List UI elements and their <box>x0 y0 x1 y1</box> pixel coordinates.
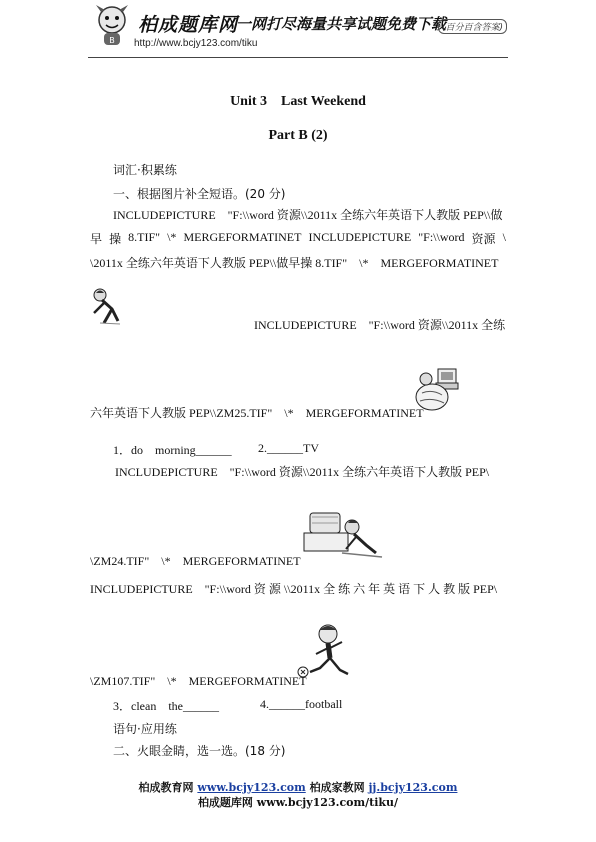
item-1: 1．do morning______ <box>113 443 232 457</box>
item-2: 2.______TV <box>258 441 319 455</box>
footer-brand-2: 柏成家教网 <box>309 781 365 794</box>
include-line-8: INCLUDEPICTURE "F:\\word 资 源 \\2011x 全 练 六 年 英 语 下 人 教 版 PEP\ <box>90 582 498 596</box>
word: 操 <box>109 232 122 246</box>
page-title: Unit 3 Last Weekend <box>230 94 366 109</box>
include-line-4: INCLUDEPICTURE "F:\\word 资源\\2011x 全练 <box>254 318 506 332</box>
cleaning-room-image <box>302 509 384 563</box>
question-2-heading: 二、火眼金睛，选一选。(18 分) <box>113 744 286 758</box>
header-url-link[interactable]: http://www.bcjy123.com/tiku <box>134 38 258 49</box>
header-slogan: 一网打尽海量共享试题免费下载 <box>236 15 447 33</box>
word: INCLUDEPICTURE <box>308 230 412 244</box>
item-3: 3．clean the______ <box>113 699 219 713</box>
include-line-1: INCLUDEPICTURE "F:\\word 资源\\2011x 全练六年英语下人教版 PEP\\做 <box>113 208 503 222</box>
footer-link-main[interactable]: www.bcjy123.com <box>197 781 306 794</box>
logo-mascot-icon <box>92 4 132 48</box>
word: 早 <box>90 232 103 246</box>
word: \ <box>502 230 506 244</box>
word: MERGEFORMATINET <box>183 230 302 244</box>
item-4: 4.______football <box>260 697 343 711</box>
header-divider <box>88 57 508 58</box>
svg-text:B: B <box>109 36 115 45</box>
include-line-2 <box>90 230 506 247</box>
footer-brand-1: 柏成教育网 <box>138 781 194 794</box>
include-line-9: \ZM107.TIF" \* MERGEFORMATINET <box>90 674 307 688</box>
word: 资源 <box>471 232 496 246</box>
word: \* <box>167 230 177 244</box>
footer-line-1 <box>0 779 596 795</box>
include-line-6: INCLUDEPICTURE "F:\\word 资源\\2011x 全练六年英语下人教版 PEP\ <box>115 465 490 479</box>
header-brand: 柏成题库网 <box>138 14 239 36</box>
page-subtitle: Part B (2) <box>268 128 328 143</box>
footer-line-2: 柏成题库网 www.bcjy123.com/tiku/ <box>197 796 399 809</box>
include-line-5: 六年英语下人教版 PEP\\ZM25.TIF" \* MERGEFORMATINET <box>90 406 424 420</box>
section-sentence-label: 语句·应用练 <box>113 722 177 736</box>
question-1-heading: 一、根据图片补全短语。(20 分) <box>113 187 286 201</box>
footer-link-tutor[interactable]: jj.bcjy123.com <box>368 781 458 794</box>
word: 8.TIF" <box>128 230 161 244</box>
include-line-7: \ZM24.TIF" \* MERGEFORMATINET <box>90 554 301 568</box>
header-tag: (百分百含答案) <box>438 19 507 34</box>
include-line-3: \2011x 全练六年英语下人教版 PEP\\做早操 8.TIF" \* MERGEFORMATINET <box>90 256 499 270</box>
section-vocab-label: 词汇·积累练 <box>113 163 177 177</box>
word: "F:\\word <box>418 230 465 244</box>
exercise-figure-image <box>90 287 122 327</box>
